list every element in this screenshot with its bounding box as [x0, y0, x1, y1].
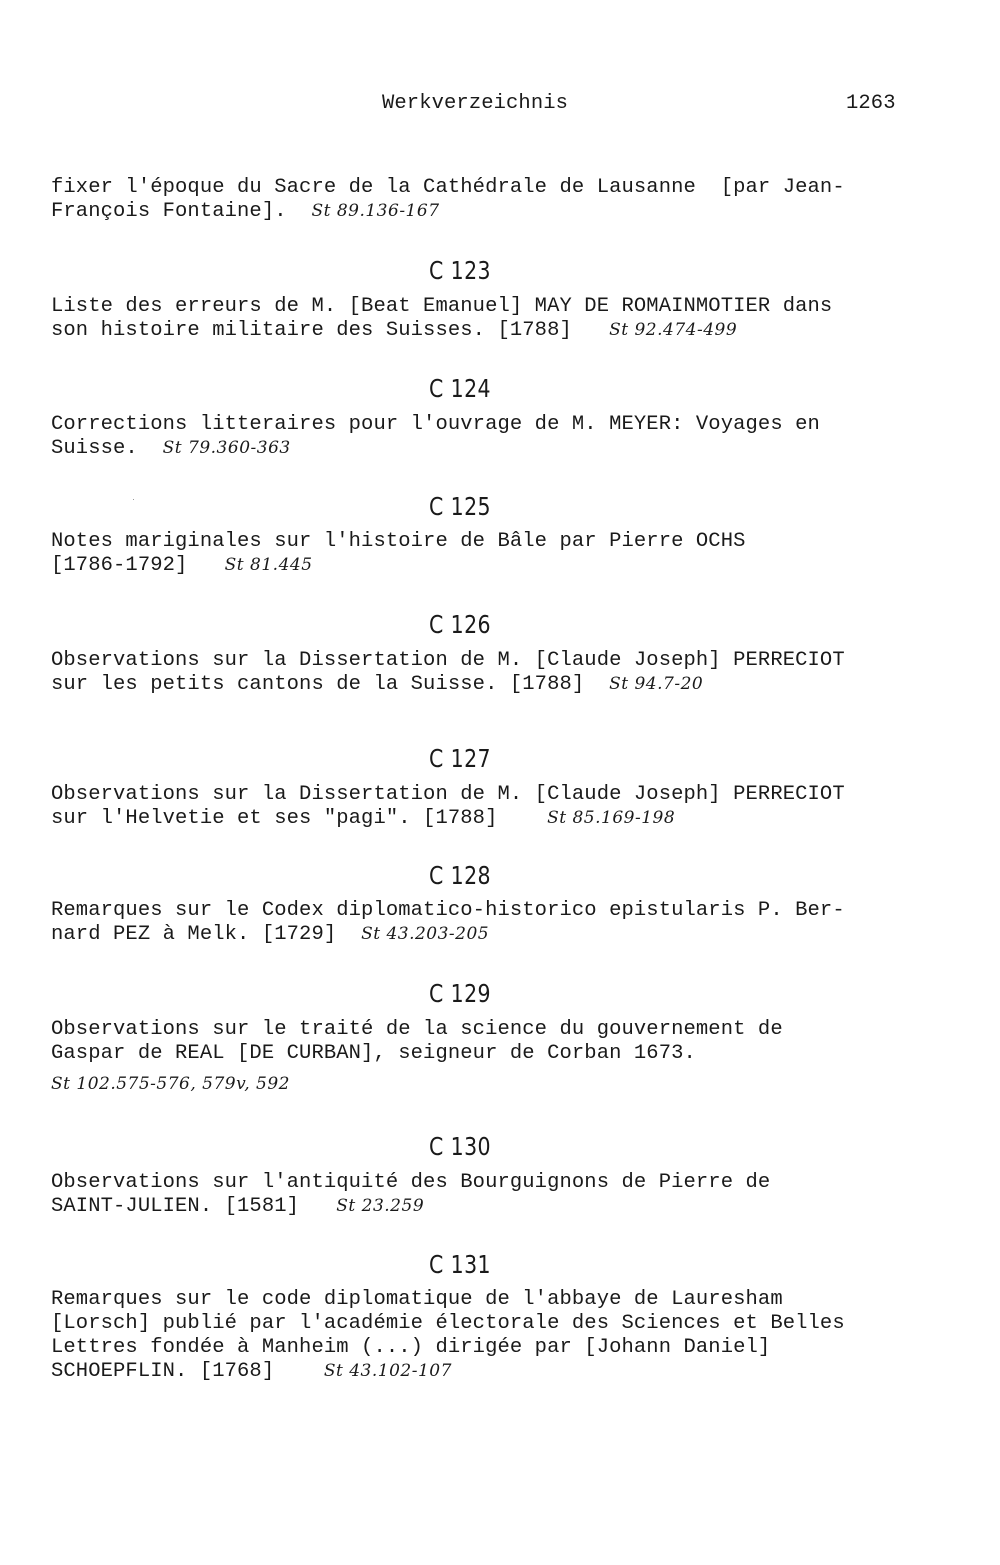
entry-text-line: fixer l'époque du Sacre de la Cathédrale de Lausanne [par Jean-	[51, 176, 845, 199]
shelfmark-citation: St 89.136-167	[311, 201, 440, 221]
entry-text-line: Observations sur le traité de la science du gouvernement de	[51, 1018, 783, 1041]
entry-text-line: [Lorsch] publié par l'académie électorale des Sciences et Belles	[51, 1312, 845, 1335]
entry-c126	[51, 649, 951, 697]
entry-text-line: [1786-1792]	[51, 554, 188, 577]
entry-text-line: Observations sur l'antiquité des Bourguignons de Pierre de	[51, 1171, 771, 1194]
entry-text-line: Corrections litteraires pour l'ouvrage de M. MEYER: Voyages en	[51, 413, 820, 436]
running-header	[0, 92, 1000, 116]
entry-text-line: sur l'Helvetie et ses "pagi". [1788]	[51, 807, 498, 830]
entry-c123	[51, 295, 951, 343]
entry-text-line: Notes mariginales sur l'histoire de Bâle par Pierre OCHS	[51, 530, 746, 553]
entry-c131	[51, 1288, 951, 1384]
entry-heading: C 128	[428, 861, 492, 890]
entry-heading: C 124	[428, 374, 492, 403]
entry-text-line: SAINT-JULIEN. [1581]	[51, 1195, 300, 1218]
entry-text-line: Observations sur la Dissertation de M. [Claude Joseph] PERRECIOT	[51, 783, 845, 806]
entry-text-line: François Fontaine].	[51, 200, 287, 223]
entry-text-line: Liste des erreurs de M. [Beat Emanuel] MAY DE ROMAINMOTIER dans	[51, 295, 833, 318]
shelfmark-citation: St 79.360-363	[162, 438, 291, 458]
shelfmark-citation: St 92.474-499	[609, 320, 738, 340]
entry-text-line: Gaspar de REAL [DE CURBAN], seigneur de Corban 1673.	[51, 1042, 696, 1065]
entry-text-line: son histoire militaire des Suisses. [1788]	[51, 319, 572, 342]
shelfmark-citation: St 43.102-107	[323, 1361, 452, 1381]
entry-heading: C 126	[428, 610, 492, 639]
entry-text-line: Lettres fondée à Manheim (...) dirigée par [Johann Daniel]	[51, 1336, 771, 1359]
header-title: Werkverzeichnis	[382, 92, 569, 115]
entry-text-line: Suisse.	[51, 437, 138, 460]
entry-heading: C 127	[428, 744, 492, 773]
entry-text-line: Remarques sur le Codex diplomatico-historico epistularis P. Ber-	[51, 899, 845, 922]
shelfmark-citation: St 102.575-576, 579v, 592	[51, 1074, 290, 1094]
entry-c128	[51, 899, 951, 947]
entry-heading: C 125	[428, 492, 492, 521]
entry-text-line: Remarques sur le code diplomatique de l'abbaye de Lauresham	[51, 1288, 783, 1311]
entry-c124	[51, 413, 951, 461]
entry-c125	[51, 530, 951, 578]
entry-heading: C 123	[428, 256, 492, 285]
entry-text-line: SCHOEPFLIN. [1768]	[51, 1360, 275, 1383]
shelfmark-citation: St 43.203-205	[361, 924, 490, 944]
entry-heading: C 129	[428, 979, 492, 1008]
entry-text-line: Observations sur la Dissertation de M. [Claude Joseph] PERRECIOT	[51, 649, 845, 672]
page-number: 1263	[846, 92, 896, 115]
entry-continuation	[51, 176, 951, 224]
entry-c129	[51, 1018, 951, 1094]
shelfmark-citation: St 23.259	[336, 1196, 425, 1216]
entry-heading: C 130	[428, 1132, 492, 1161]
entry-text-line: sur les petits cantons de la Suisse. [1788]	[51, 673, 585, 696]
entry-c130	[51, 1171, 951, 1219]
shelfmark-citation: St 85.169-198	[547, 808, 676, 828]
entry-c127	[51, 783, 951, 831]
shelfmark-citation: St 94.7-20	[609, 674, 704, 694]
entry-text-line: nard PEZ à Melk. [1729]	[51, 923, 337, 946]
entry-heading: C 131	[428, 1250, 492, 1279]
shelfmark-citation: St 81.445	[224, 555, 313, 575]
